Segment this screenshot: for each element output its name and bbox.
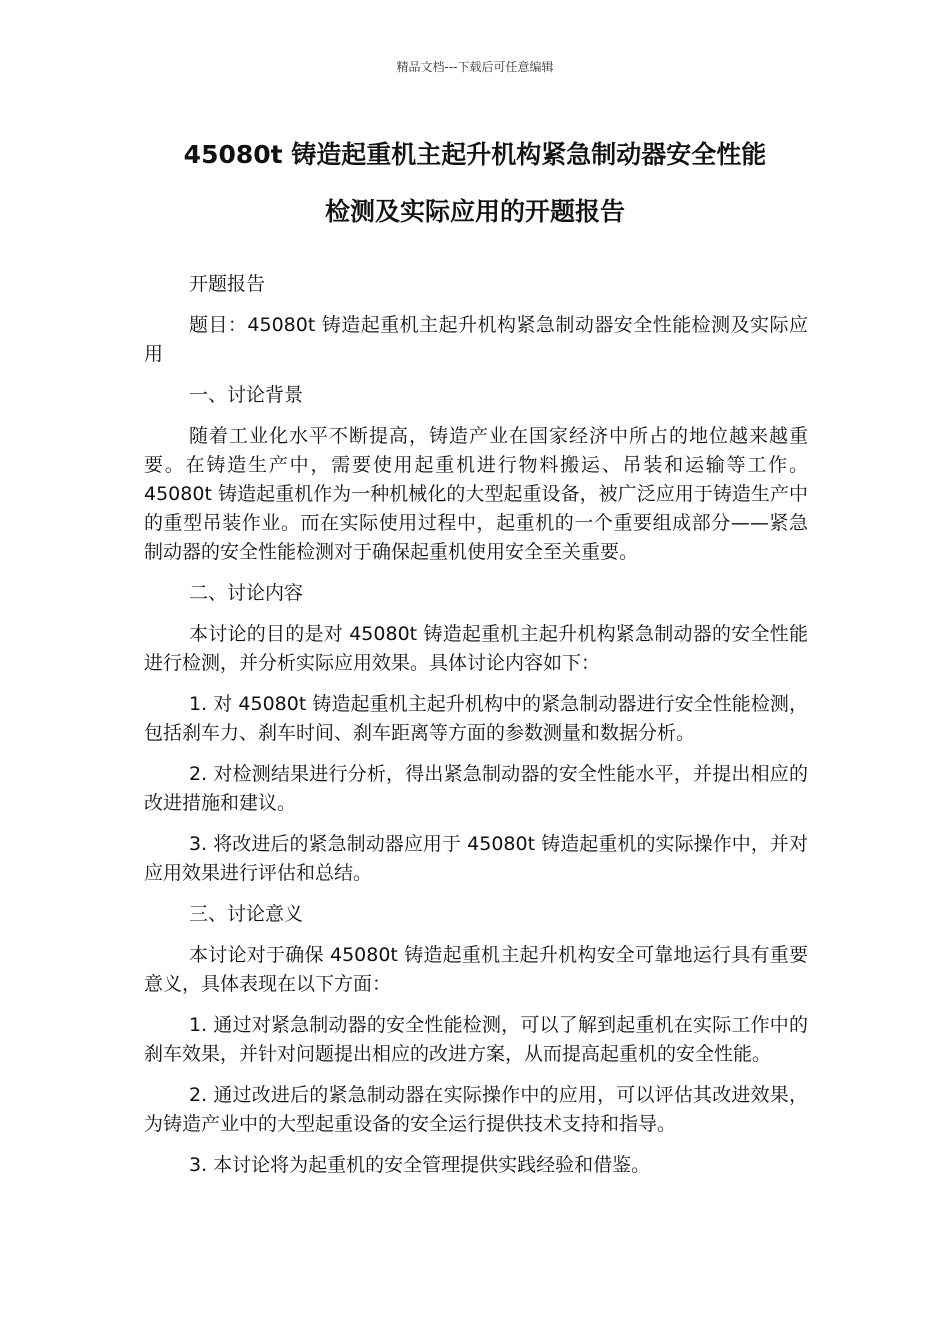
content-item-1: 1. 对 45080t 铸造起重机主起升机构中的紧急制动器进行安全性能检测，包括刹车力、刹车时间、刹车距离等方面的参数测量和数据分析。: [144, 693, 808, 744]
significance-item-2: 2. 通过改进后的紧急制动器在实际操作中的应用，可以评估其改进效果，为铸造产业中的大型起重设备的安全运行提供技术支持和指导。: [144, 1084, 808, 1135]
significance-intro-paragraph: 本讨论对于确保 45080t 铸造起重机主起升机构安全可靠地运行具有重要意义，具体表现在以下方面：: [144, 944, 808, 995]
document-title-line-2: 检测及实际应用的开题报告: [324, 197, 625, 226]
section-heading-significance: 三、讨论意义: [189, 903, 304, 925]
report-label: 开题报告: [189, 273, 266, 295]
report-topic: 题目：45080t 铸造起重机主起升机构紧急制动器安全性能检测及实际应用: [144, 314, 808, 365]
content-intro-paragraph: 本讨论的目的是对 45080t 铸造起重机主起升机构紧急制动器的安全性能进行检测，并分析实际应用效果。具体讨论内容如下：: [144, 623, 808, 674]
document-body: [144, 270, 808, 1192]
background-paragraph: 随着工业化水平不断提高，铸造产业在国家经济中所占的地位越来越重要。在铸造生产中，需要使用起重机进行物料搬运、吊装和运输等工作。45080t 铸造起重机作为一种机械化的大型起重设备，被广泛应用于铸造生产中的重型吊装作业。而在实际使用过程中，起重机的一个重要组成部分——紧急制动器的安全性能检测对于确保起重机使用安全至关重要。: [144, 425, 808, 563]
document-title-line-1: 45080t 铸造起重机主起升机构紧急制动器安全性能: [183, 140, 767, 169]
significance-item-1: 1. 通过对紧急制动器的安全性能检测，可以了解到起重机在实际工作中的刹车效果，并针对问题提出相应的改进方案，从而提高起重机的安全性能。: [144, 1014, 808, 1065]
section-heading-content: 二、讨论内容: [189, 582, 304, 604]
page-header-watermark: 精品文档---下载后可任意编辑: [396, 60, 554, 74]
content-item-2: 2. 对检测结果进行分析，得出紧急制动器的安全性能水平，并提出相应的改进措施和建议。: [144, 763, 808, 814]
significance-item-3: 3. 本讨论将为起重机的安全管理提供实践经验和借鉴。: [189, 1154, 651, 1176]
content-item-3: 3. 将改进后的紧急制动器应用于 45080t 铸造起重机的实际操作中，并对应用效果进行评估和总结。: [144, 833, 808, 884]
section-heading-background: 一、讨论背景: [189, 384, 304, 406]
